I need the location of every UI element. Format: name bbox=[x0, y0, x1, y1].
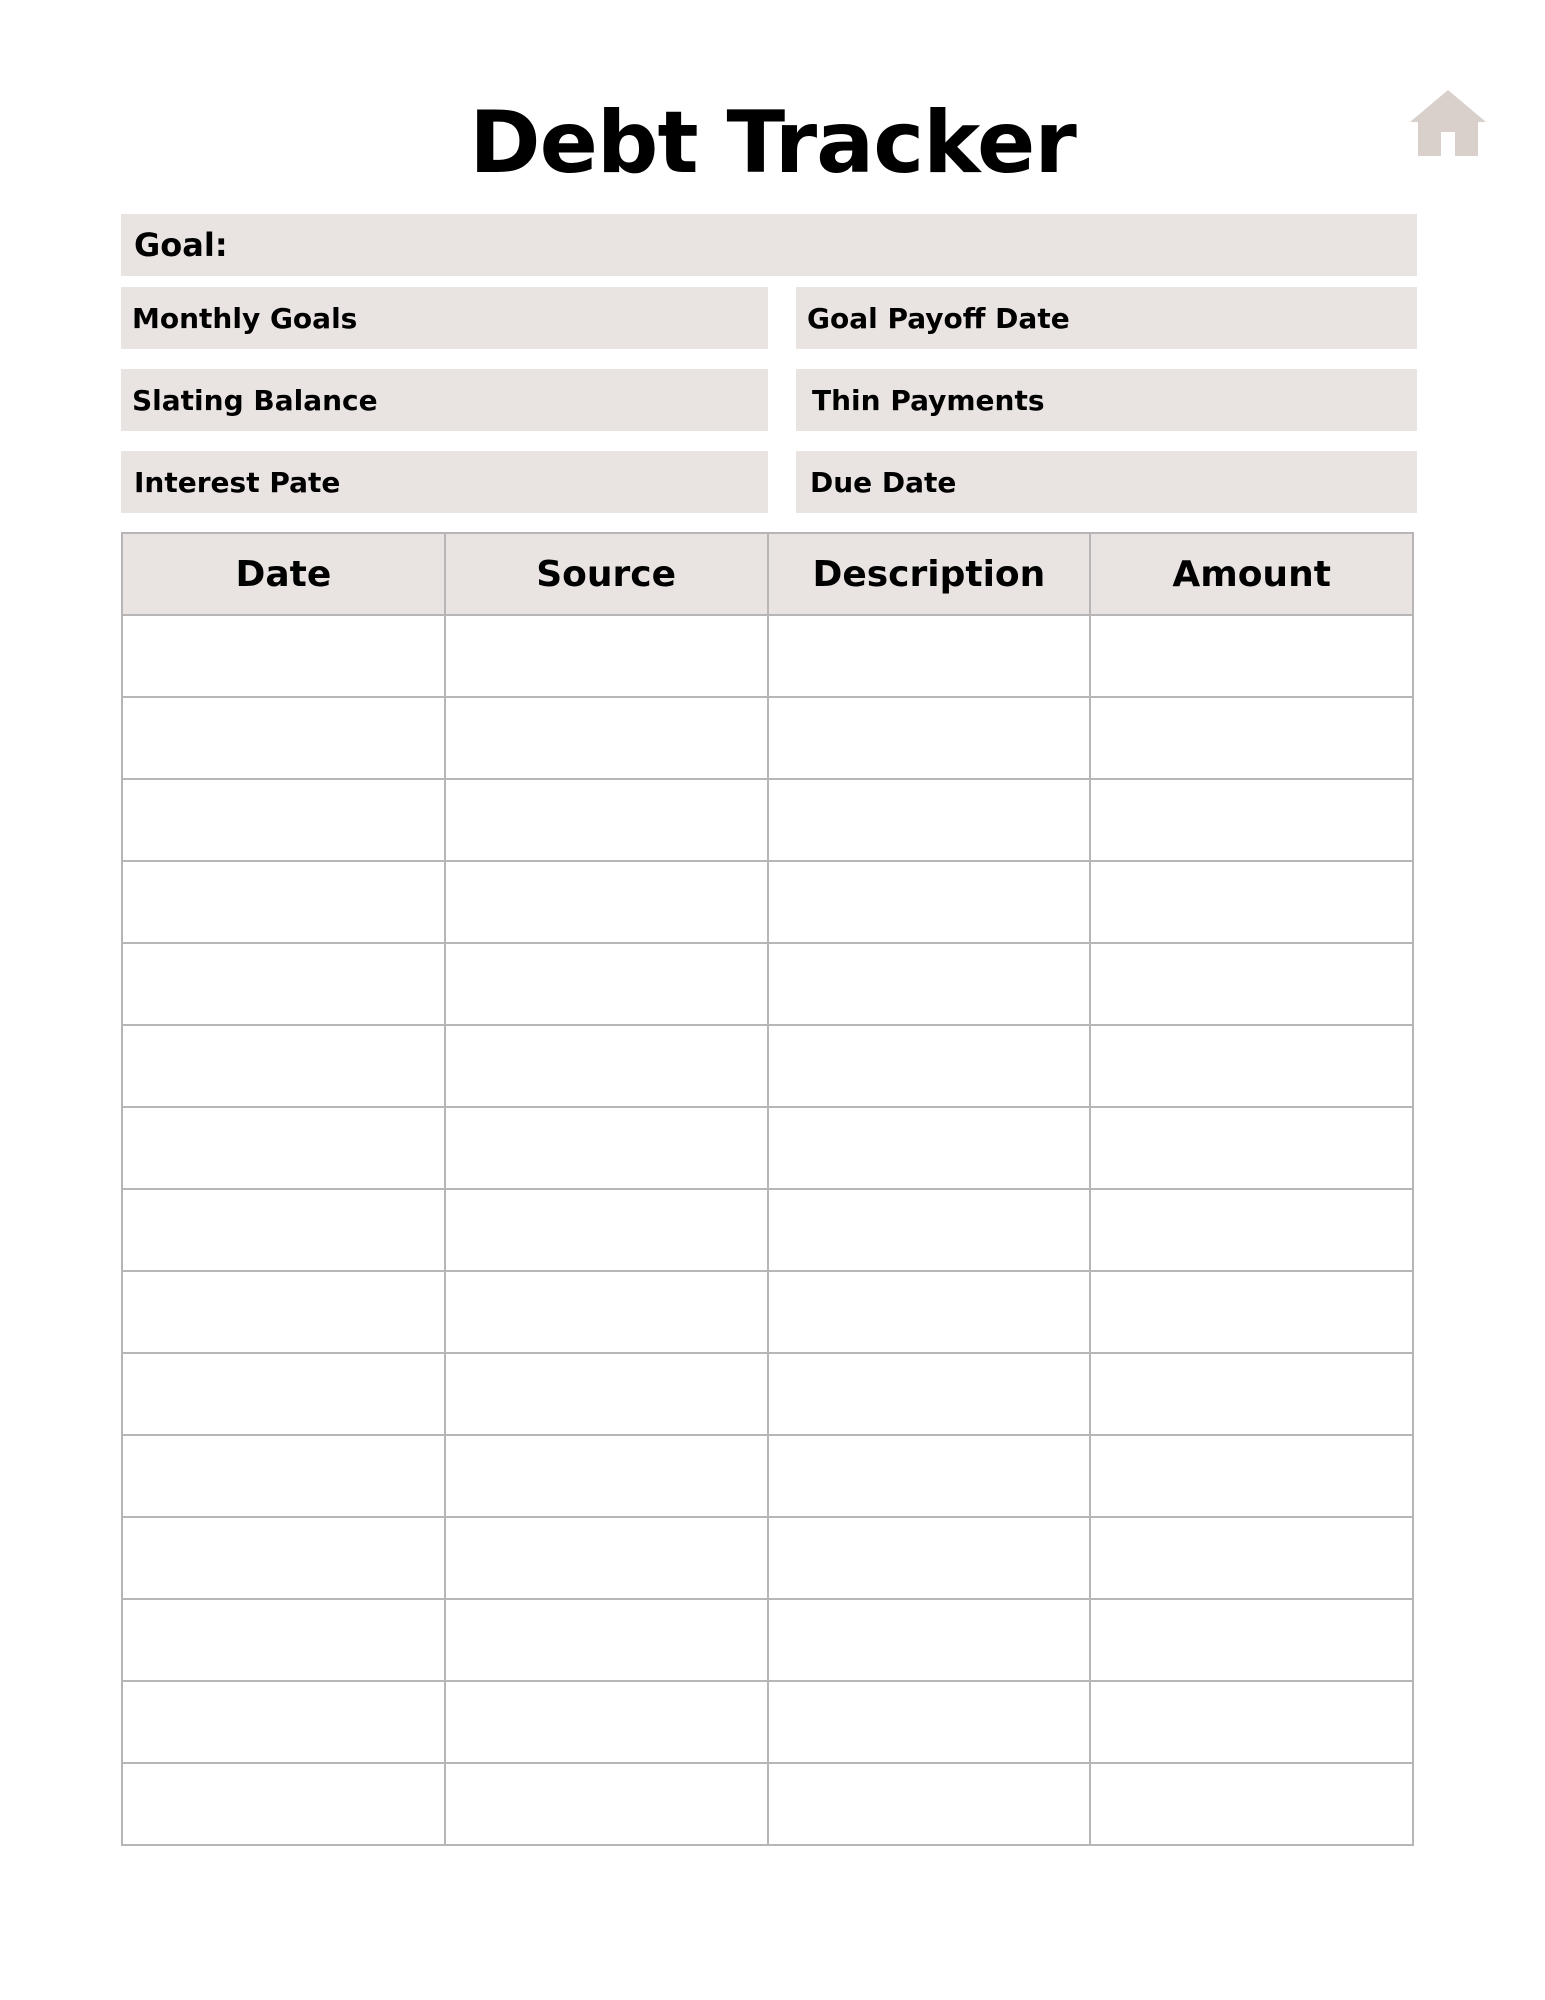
cell-date[interactable] bbox=[122, 615, 445, 697]
cell-source[interactable] bbox=[445, 861, 768, 943]
table-row bbox=[122, 697, 1413, 779]
table-row bbox=[122, 615, 1413, 697]
goal-payoff-date-field[interactable] bbox=[796, 287, 1417, 349]
interest-rate-label: Interest Pate bbox=[134, 465, 341, 499]
cell-source[interactable] bbox=[445, 615, 768, 697]
cell-date[interactable] bbox=[122, 1681, 445, 1763]
cell-description[interactable] bbox=[768, 1025, 1091, 1107]
cell-description[interactable] bbox=[768, 697, 1091, 779]
table-row bbox=[122, 943, 1413, 1025]
cell-date[interactable] bbox=[122, 697, 445, 779]
cell-source[interactable] bbox=[445, 1271, 768, 1353]
goal-payoff-date-label: Goal Payoff Date bbox=[807, 301, 1070, 335]
cell-amount[interactable] bbox=[1090, 1271, 1413, 1353]
table-row bbox=[122, 1271, 1413, 1353]
cell-source[interactable] bbox=[445, 1681, 768, 1763]
cell-source[interactable] bbox=[445, 1435, 768, 1517]
table-row bbox=[122, 1025, 1413, 1107]
cell-source[interactable] bbox=[445, 943, 768, 1025]
cell-amount[interactable] bbox=[1090, 697, 1413, 779]
table-row bbox=[122, 1353, 1413, 1435]
cell-date[interactable] bbox=[122, 1107, 445, 1189]
monthly-goals-field[interactable] bbox=[121, 287, 768, 349]
due-date-label: Due Date bbox=[810, 465, 957, 499]
table-row bbox=[122, 779, 1413, 861]
table-row bbox=[122, 1763, 1413, 1845]
cell-amount[interactable] bbox=[1090, 1763, 1413, 1845]
cell-amount[interactable] bbox=[1090, 1681, 1413, 1763]
cell-date[interactable] bbox=[122, 1435, 445, 1517]
table-body bbox=[122, 615, 1413, 1845]
cell-amount[interactable] bbox=[1090, 1189, 1413, 1271]
cell-date[interactable] bbox=[122, 1763, 445, 1845]
cell-amount[interactable] bbox=[1090, 1517, 1413, 1599]
page-title: Debt Tracker bbox=[469, 93, 1076, 193]
cell-date[interactable] bbox=[122, 1025, 445, 1107]
cell-source[interactable] bbox=[445, 779, 768, 861]
column-header-source: Source bbox=[445, 533, 768, 615]
cell-description[interactable] bbox=[768, 861, 1091, 943]
column-header-amount: Amount bbox=[1090, 533, 1413, 615]
cell-source[interactable] bbox=[445, 1599, 768, 1681]
cell-source[interactable] bbox=[445, 1353, 768, 1435]
goal-label: Goal: bbox=[134, 226, 228, 264]
table-row bbox=[122, 1189, 1413, 1271]
cell-description[interactable] bbox=[768, 1271, 1091, 1353]
starting-balance-label: Slating Balance bbox=[132, 383, 378, 417]
cell-amount[interactable] bbox=[1090, 1599, 1413, 1681]
cell-date[interactable] bbox=[122, 1189, 445, 1271]
cell-amount[interactable] bbox=[1090, 779, 1413, 861]
cell-description[interactable] bbox=[768, 1763, 1091, 1845]
cell-description[interactable] bbox=[768, 1681, 1091, 1763]
table-row bbox=[122, 1517, 1413, 1599]
cell-description[interactable] bbox=[768, 779, 1091, 861]
cell-description[interactable] bbox=[768, 1435, 1091, 1517]
min-payments-field[interactable] bbox=[796, 369, 1417, 431]
cell-description[interactable] bbox=[768, 615, 1091, 697]
cell-amount[interactable] bbox=[1090, 1353, 1413, 1435]
table-row bbox=[122, 1599, 1413, 1681]
cell-date[interactable] bbox=[122, 1599, 445, 1681]
cell-description[interactable] bbox=[768, 943, 1091, 1025]
cell-source[interactable] bbox=[445, 1189, 768, 1271]
due-date-field[interactable] bbox=[796, 451, 1417, 513]
home-icon bbox=[1410, 90, 1486, 156]
cell-date[interactable] bbox=[122, 779, 445, 861]
table-row bbox=[122, 1681, 1413, 1763]
cell-source[interactable] bbox=[445, 1025, 768, 1107]
cell-source[interactable] bbox=[445, 697, 768, 779]
goal-field[interactable] bbox=[121, 214, 1417, 276]
cell-date[interactable] bbox=[122, 861, 445, 943]
cell-amount[interactable] bbox=[1090, 1107, 1413, 1189]
column-header-date: Date bbox=[122, 533, 445, 615]
table-header-row bbox=[122, 533, 1413, 615]
cell-amount[interactable] bbox=[1090, 1025, 1413, 1107]
table-row bbox=[122, 861, 1413, 943]
cell-date[interactable] bbox=[122, 1271, 445, 1353]
debt-tracker-table bbox=[121, 532, 1414, 1846]
cell-description[interactable] bbox=[768, 1353, 1091, 1435]
cell-source[interactable] bbox=[445, 1763, 768, 1845]
cell-description[interactable] bbox=[768, 1517, 1091, 1599]
cell-source[interactable] bbox=[445, 1107, 768, 1189]
cell-date[interactable] bbox=[122, 1517, 445, 1599]
cell-amount[interactable] bbox=[1090, 1435, 1413, 1517]
min-payments-label: Thin Payments bbox=[812, 383, 1045, 417]
cell-date[interactable] bbox=[122, 943, 445, 1025]
column-header-description: Description bbox=[768, 533, 1091, 615]
cell-source[interactable] bbox=[445, 1517, 768, 1599]
table-row bbox=[122, 1107, 1413, 1189]
cell-amount[interactable] bbox=[1090, 861, 1413, 943]
monthly-goals-label: Monthly Goals bbox=[132, 301, 358, 335]
interest-rate-field[interactable] bbox=[121, 451, 768, 513]
cell-date[interactable] bbox=[122, 1353, 445, 1435]
cell-description[interactable] bbox=[768, 1189, 1091, 1271]
table-row bbox=[122, 1435, 1413, 1517]
cell-description[interactable] bbox=[768, 1599, 1091, 1681]
cell-description[interactable] bbox=[768, 1107, 1091, 1189]
cell-amount[interactable] bbox=[1090, 615, 1413, 697]
starting-balance-field[interactable] bbox=[121, 369, 768, 431]
cell-amount[interactable] bbox=[1090, 943, 1413, 1025]
